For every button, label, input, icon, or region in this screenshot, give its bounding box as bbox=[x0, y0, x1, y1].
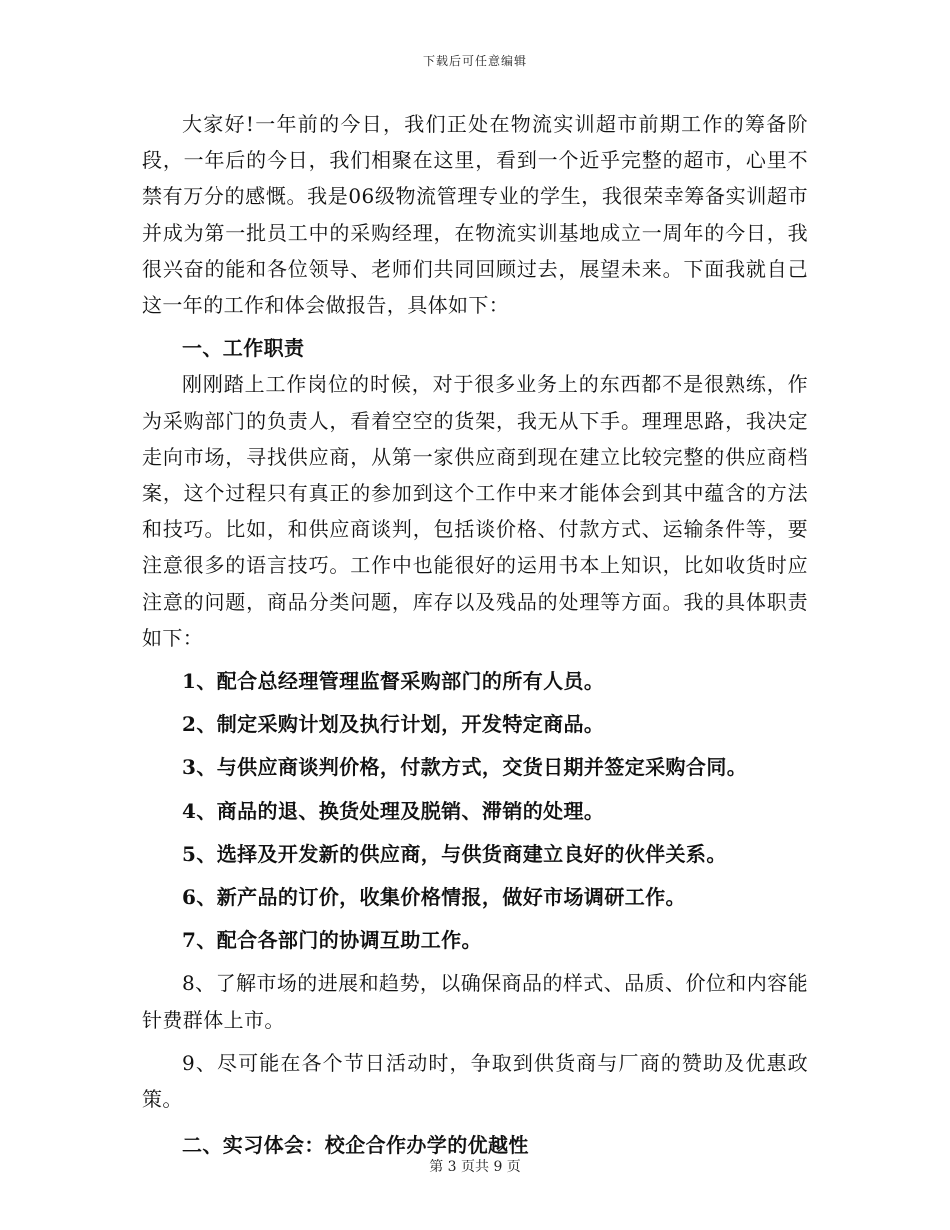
page-number-footer: 第 3 页共 9 页 bbox=[429, 1159, 521, 1175]
section-heading-internship-experience: 二、实习体会：校企合作办学的优越性 bbox=[182, 1133, 529, 1158]
section-heading-work-duties: 一、工作职责 bbox=[182, 336, 305, 361]
document-body bbox=[142, 106, 808, 1163]
duty-item-9: 9、尽可能在各个节日活动时，争取到供货商与厂商的赞助及优惠政策。 bbox=[142, 1050, 808, 1112]
intro-paragraph: 大家好!一年前的今日，我们正处在物流实训超市前期工作的筹备阶段，一年后的今日，我们相聚在这里，看到一个近乎完整的超市，心里不禁有万分的感慨。我是06级物流管理专业的学生，我很荣幸筹备实训超市并成为第一批员工中的采购经理，在物流实训基地成立一周年的今日，我很兴奋的能和各位领导、老师们共同回顾过去，展望未来。下面我就自己这一年的工作和体会做报告，具体如下： bbox=[142, 112, 808, 318]
duty-item-3: 3、与供应商谈判价格，付款方式，交货日期并签定采购合同。 bbox=[182, 755, 748, 780]
duty-item-7: 7、配合各部门的协调互助工作。 bbox=[182, 928, 482, 953]
duty-item-4: 4、商品的退、换货处理及脱销、滞销的处理。 bbox=[182, 798, 605, 823]
work-duties-paragraph: 刚刚踏上工作岗位的时候，对于很多业务上的东西都不是很熟练，作为采购部门的负责人，看着空空的货架，我无从下手。理理思路，我决定走向市场，寻找供应商，从第一家供应商到现在建立比较完整的供应商档案，这个过程只有真正的参加到这个工作中来才能体会到其中蕴含的方法和技巧。比如，和供应商谈判，包括谈价格、付款方式、运输条件等，要注意很多的语言技巧。工作中也能很好的运用书本上知识，比如收货时应注意的问题，商品分类问题，库存以及残品的处理等方面。我的具体职责如下： bbox=[142, 372, 808, 650]
duty-item-8: 8、了解市场的进展和趋势，以确保商品的样式、品质、价位和内容能针费群体上市。 bbox=[142, 971, 808, 1032]
duty-item-5: 5、选择及开发新的供应商，与供货商建立良好的伙伴关系。 bbox=[182, 841, 727, 866]
duty-item-1: 1、配合总经理管理监督采购部门的所有人员。 bbox=[182, 669, 605, 694]
duty-item-6: 6、新产品的订价，收集价格情报，做好市场调研工作。 bbox=[182, 885, 686, 910]
duty-item-2: 2、制定采购计划及执行计划，开发特定商品。 bbox=[182, 712, 605, 737]
page-header-note: 下载后可任意编辑 bbox=[422, 54, 527, 68]
